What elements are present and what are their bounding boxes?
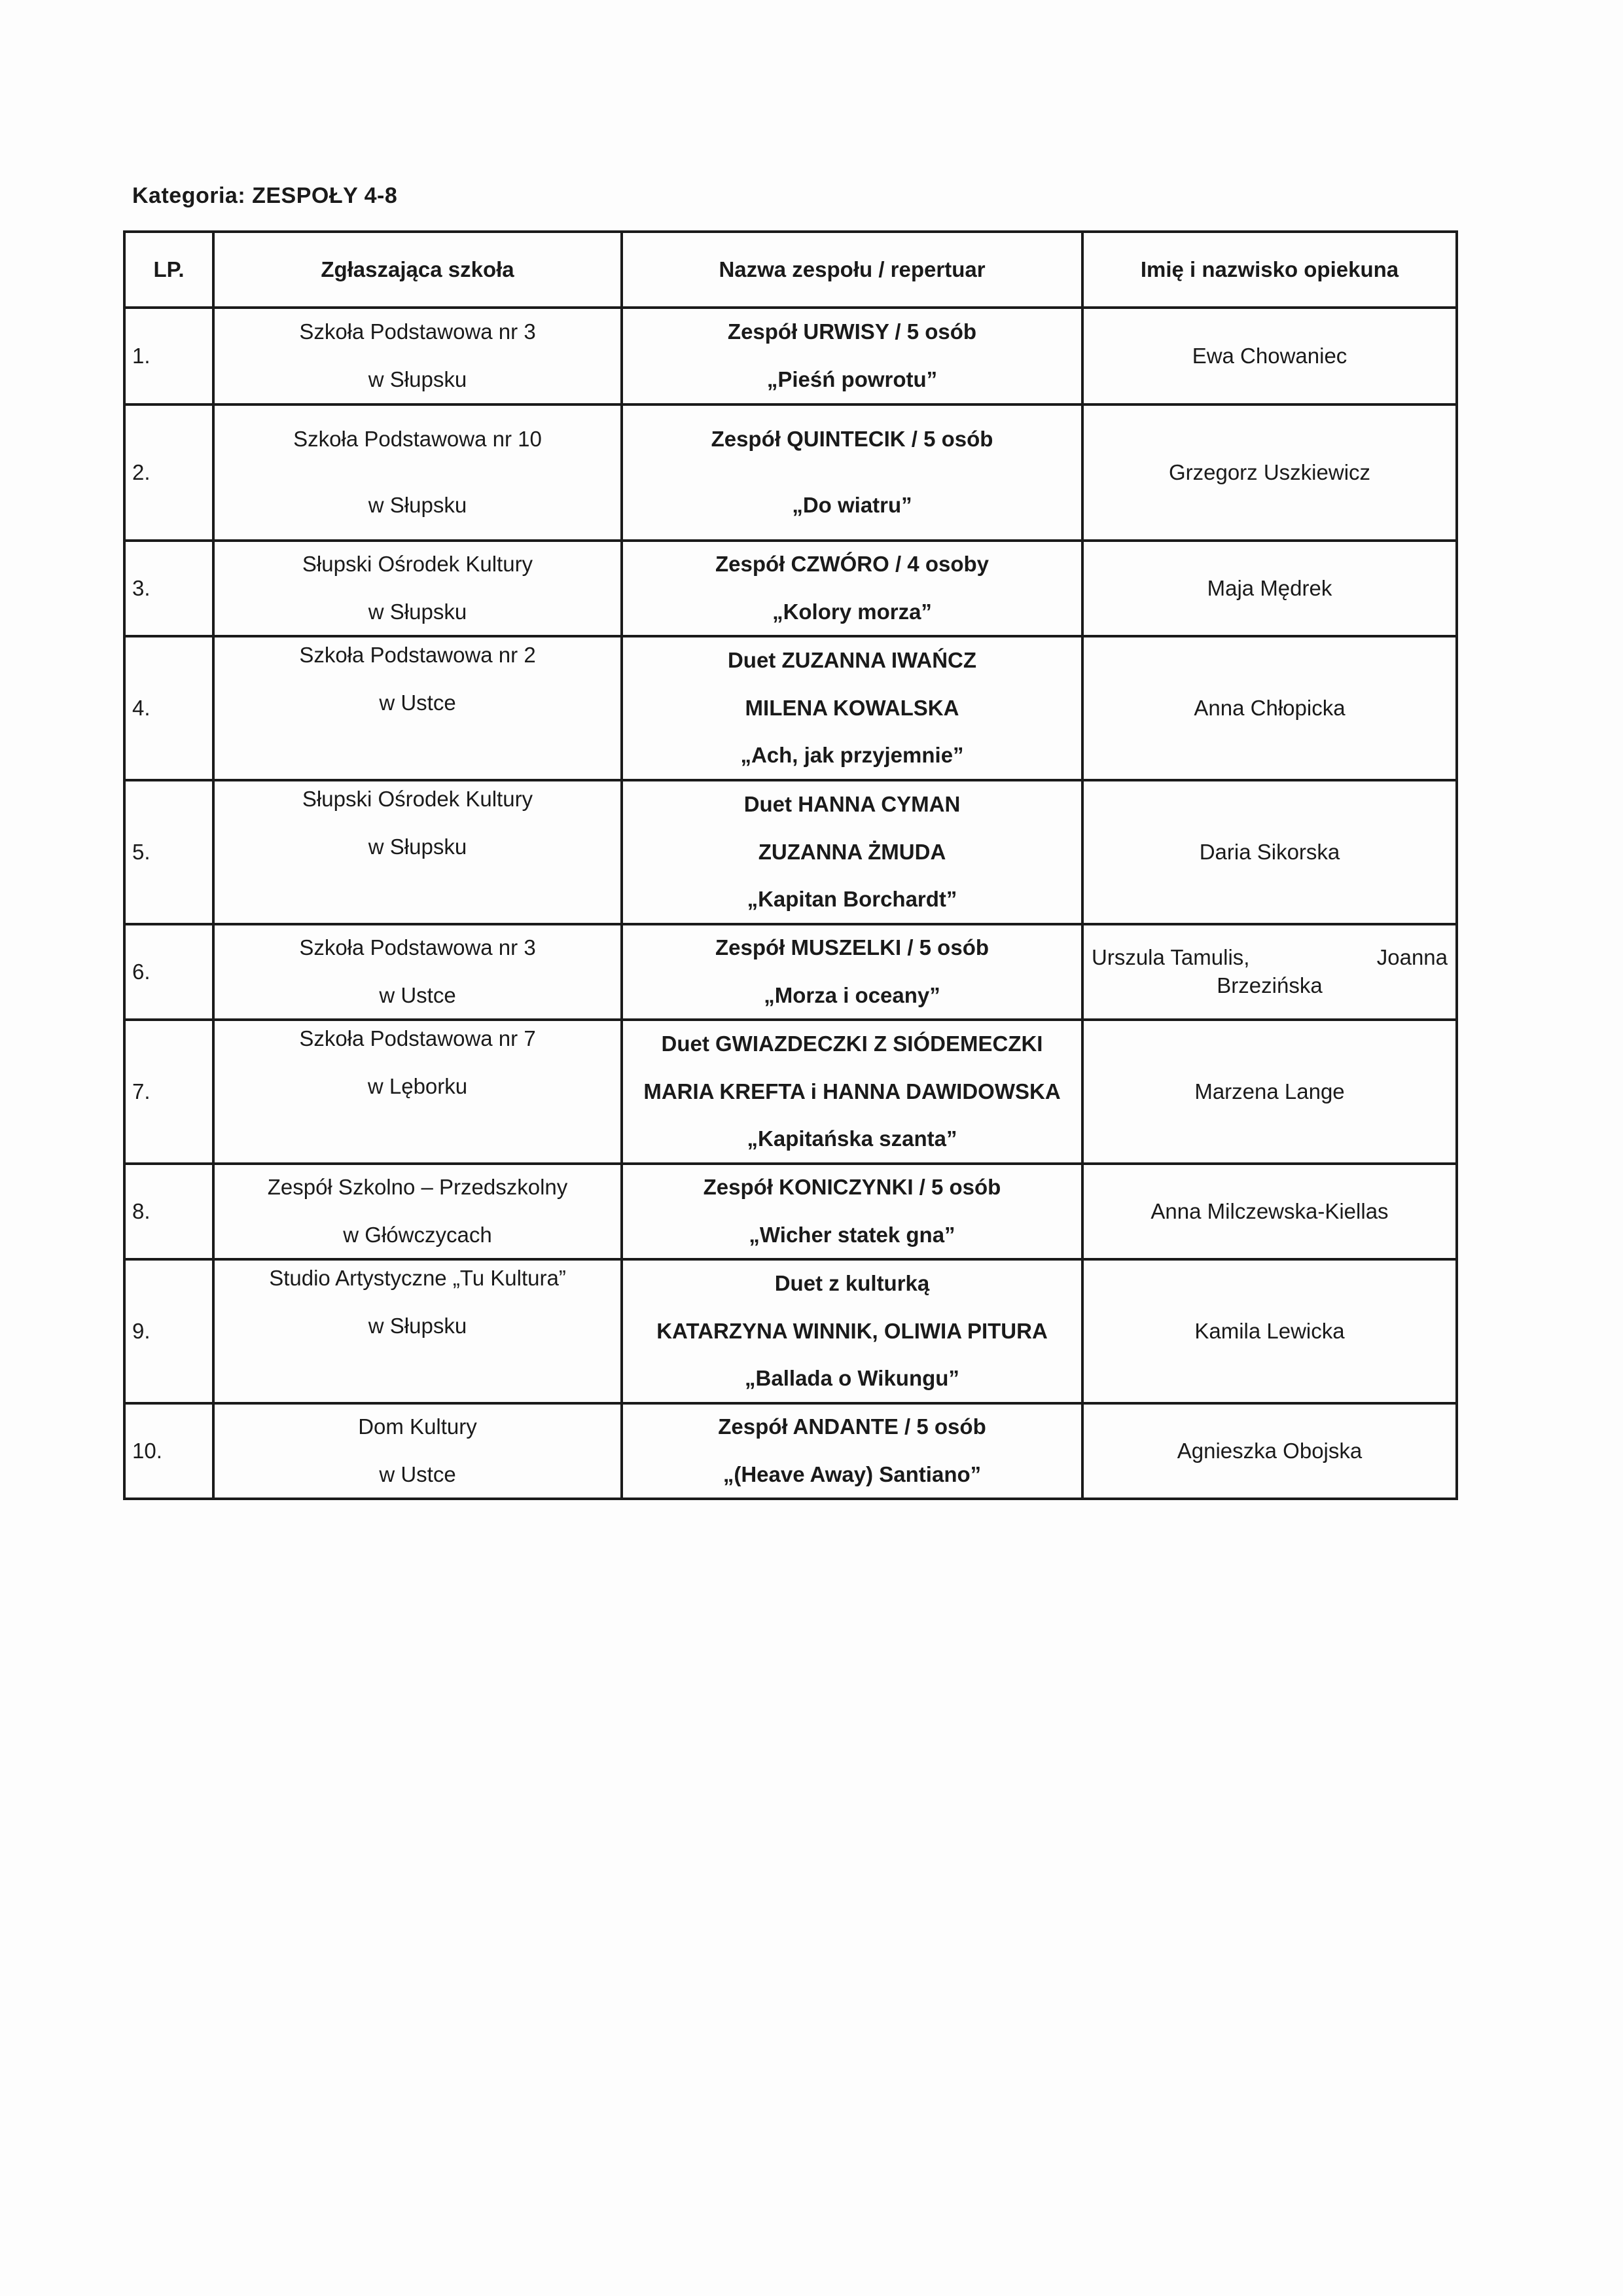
school-name: Słupski Ośrodek Kultury xyxy=(302,552,533,577)
team-member: MILENA KOWALSKA xyxy=(745,695,959,720)
team-song: „Wicher statek gna” xyxy=(749,1223,955,1247)
team-song: „Do wiatru” xyxy=(792,493,912,517)
school-cell xyxy=(213,1259,622,1403)
header-row xyxy=(124,232,1457,308)
header-lp: LP. xyxy=(124,232,213,308)
school-town: w Ustce xyxy=(379,1462,456,1486)
row-number: 1. xyxy=(124,308,213,404)
team-cell xyxy=(622,541,1082,636)
guardian-line-2: Brzezińska xyxy=(1217,973,1323,997)
school-town: w Ustce xyxy=(379,983,456,1007)
school-name: Dom Kultury xyxy=(358,1414,477,1439)
team-song: „Pieśń powrotu” xyxy=(766,367,938,391)
school-town: w Słupsku xyxy=(368,600,467,624)
guardian-cell xyxy=(1082,924,1457,1020)
team-name: Zespół ANDANTE / 5 osób xyxy=(718,1414,986,1439)
team-cell xyxy=(622,308,1082,404)
school-town: w Słupsku xyxy=(368,367,467,391)
guardian-cell: Daria Sikorska xyxy=(1082,780,1457,924)
guardian-cell: Kamila Lewicka xyxy=(1082,1259,1457,1403)
school-town: w Słupsku xyxy=(368,834,467,859)
category-title: Kategoria: ZESPOŁY 4-8 xyxy=(132,183,398,208)
school-name: Studio Artystyczne „Tu Kultura” xyxy=(269,1265,566,1290)
guardian-cell: Maja Mędrek xyxy=(1082,541,1457,636)
school-name: Szkoła Podstawowa nr 2 xyxy=(299,642,536,667)
team-name: Duet HANNA CYMAN xyxy=(743,791,961,816)
table-row xyxy=(124,404,1457,541)
team-song: „(Heave Away) Santiano” xyxy=(722,1462,982,1486)
school-cell xyxy=(213,404,622,541)
team-cell xyxy=(622,780,1082,924)
guardian-cell: Marzena Lange xyxy=(1082,1020,1457,1164)
school-cell xyxy=(213,780,622,924)
team-member: KATARZYNA WINNIK, OLIWIA PITURA xyxy=(656,1318,1048,1343)
school-cell xyxy=(213,636,622,780)
school-cell xyxy=(213,1164,622,1259)
guardian-line-1 xyxy=(1090,944,1449,972)
team-song: „Kapitan Borchardt” xyxy=(747,887,957,912)
team-song: „Kolory morza” xyxy=(772,600,932,624)
school-cell xyxy=(213,924,622,1020)
header-team: Nazwa zespołu / repertuar xyxy=(622,232,1082,308)
school-cell xyxy=(213,541,622,636)
row-number: 3. xyxy=(124,541,213,636)
row-number: 9. xyxy=(124,1259,213,1403)
table-row xyxy=(124,541,1457,636)
school-cell xyxy=(213,1020,622,1164)
guardian-cell: Anna Chłopicka xyxy=(1082,636,1457,780)
team-name: Zespół URWISY / 5 osób xyxy=(727,319,977,344)
header-school: Zgłaszająca szkoła xyxy=(213,232,622,308)
team-cell xyxy=(622,1259,1082,1403)
team-cell xyxy=(622,404,1082,541)
row-number: 4. xyxy=(124,636,213,780)
guardian-cell: Anna Milczewska-Kiellas xyxy=(1082,1164,1457,1259)
team-name: Duet ZUZANNA IWAŃCZ xyxy=(727,647,977,672)
header-guardian: Imię i nazwisko opiekuna xyxy=(1082,232,1457,308)
team-cell xyxy=(622,1403,1082,1499)
guardian-cell: Agnieszka Obojska xyxy=(1082,1403,1457,1499)
team-cell xyxy=(622,924,1082,1020)
guardian-name-second: Joanna xyxy=(1376,945,1448,970)
school-town: w Słupsku xyxy=(368,1313,467,1338)
guardian-cell: Ewa Chowaniec xyxy=(1082,308,1457,404)
table-row xyxy=(124,1403,1457,1499)
team-name: Zespół KONICZYNKI / 5 osób xyxy=(703,1175,1001,1200)
row-number: 8. xyxy=(124,1164,213,1259)
table-row xyxy=(124,780,1457,924)
guardian-cell: Grzegorz Uszkiewicz xyxy=(1082,404,1457,541)
school-cell xyxy=(213,1403,622,1499)
school-town: w Główczycach xyxy=(343,1223,492,1247)
team-name: Duet GWIAZDECZKI Z SIÓDEMECZKI xyxy=(661,1031,1043,1056)
row-number: 5. xyxy=(124,780,213,924)
table-row xyxy=(124,636,1457,780)
table-row xyxy=(124,924,1457,1020)
team-member: ZUZANNA ŻMUDA xyxy=(758,839,946,864)
school-town: w Słupsku xyxy=(368,493,467,517)
row-number: 10. xyxy=(124,1403,213,1499)
team-song: „Ach, jak przyjemnie” xyxy=(740,743,964,768)
school-town: w Lęborku xyxy=(367,1073,468,1098)
row-number: 2. xyxy=(124,404,213,541)
roster-table xyxy=(123,230,1458,1500)
row-number: 6. xyxy=(124,924,213,1020)
team-member: MARIA KREFTA i HANNA DAWIDOWSKA xyxy=(643,1079,1061,1103)
team-song: „Kapitańska szanta” xyxy=(747,1126,957,1151)
school-name: Szkoła Podstawowa nr 3 xyxy=(299,935,536,960)
school-town: w Ustce xyxy=(379,690,456,715)
team-cell xyxy=(622,1164,1082,1259)
school-name: Szkoła Podstawowa nr 7 xyxy=(299,1026,536,1050)
school-name: Szkoła Podstawowa nr 3 xyxy=(299,319,536,344)
table-row xyxy=(124,1259,1457,1403)
school-cell xyxy=(213,308,622,404)
table-row xyxy=(124,308,1457,404)
table-row xyxy=(124,1164,1457,1259)
row-number: 7. xyxy=(124,1020,213,1164)
team-song: „Ballada o Wikungu” xyxy=(745,1366,959,1391)
school-name: Szkoła Podstawowa nr 10 xyxy=(293,427,542,452)
team-cell xyxy=(622,1020,1082,1164)
guardian-name-first: Urszula Tamulis, xyxy=(1092,945,1250,970)
team-name: Duet z kulturką xyxy=(774,1270,930,1295)
table-row xyxy=(124,1020,1457,1164)
team-song: „Morza i oceany” xyxy=(764,983,940,1007)
team-name: Zespół MUSZELKI / 5 osób xyxy=(715,935,990,960)
team-name: Zespół CZWÓRO / 4 osoby xyxy=(715,552,990,577)
school-name: Zespół Szkolno – Przedszkolny xyxy=(267,1175,568,1200)
team-cell xyxy=(622,636,1082,780)
school-name: Słupski Ośrodek Kultury xyxy=(302,786,533,811)
team-name: Zespół QUINTECIK / 5 osób xyxy=(711,427,993,452)
